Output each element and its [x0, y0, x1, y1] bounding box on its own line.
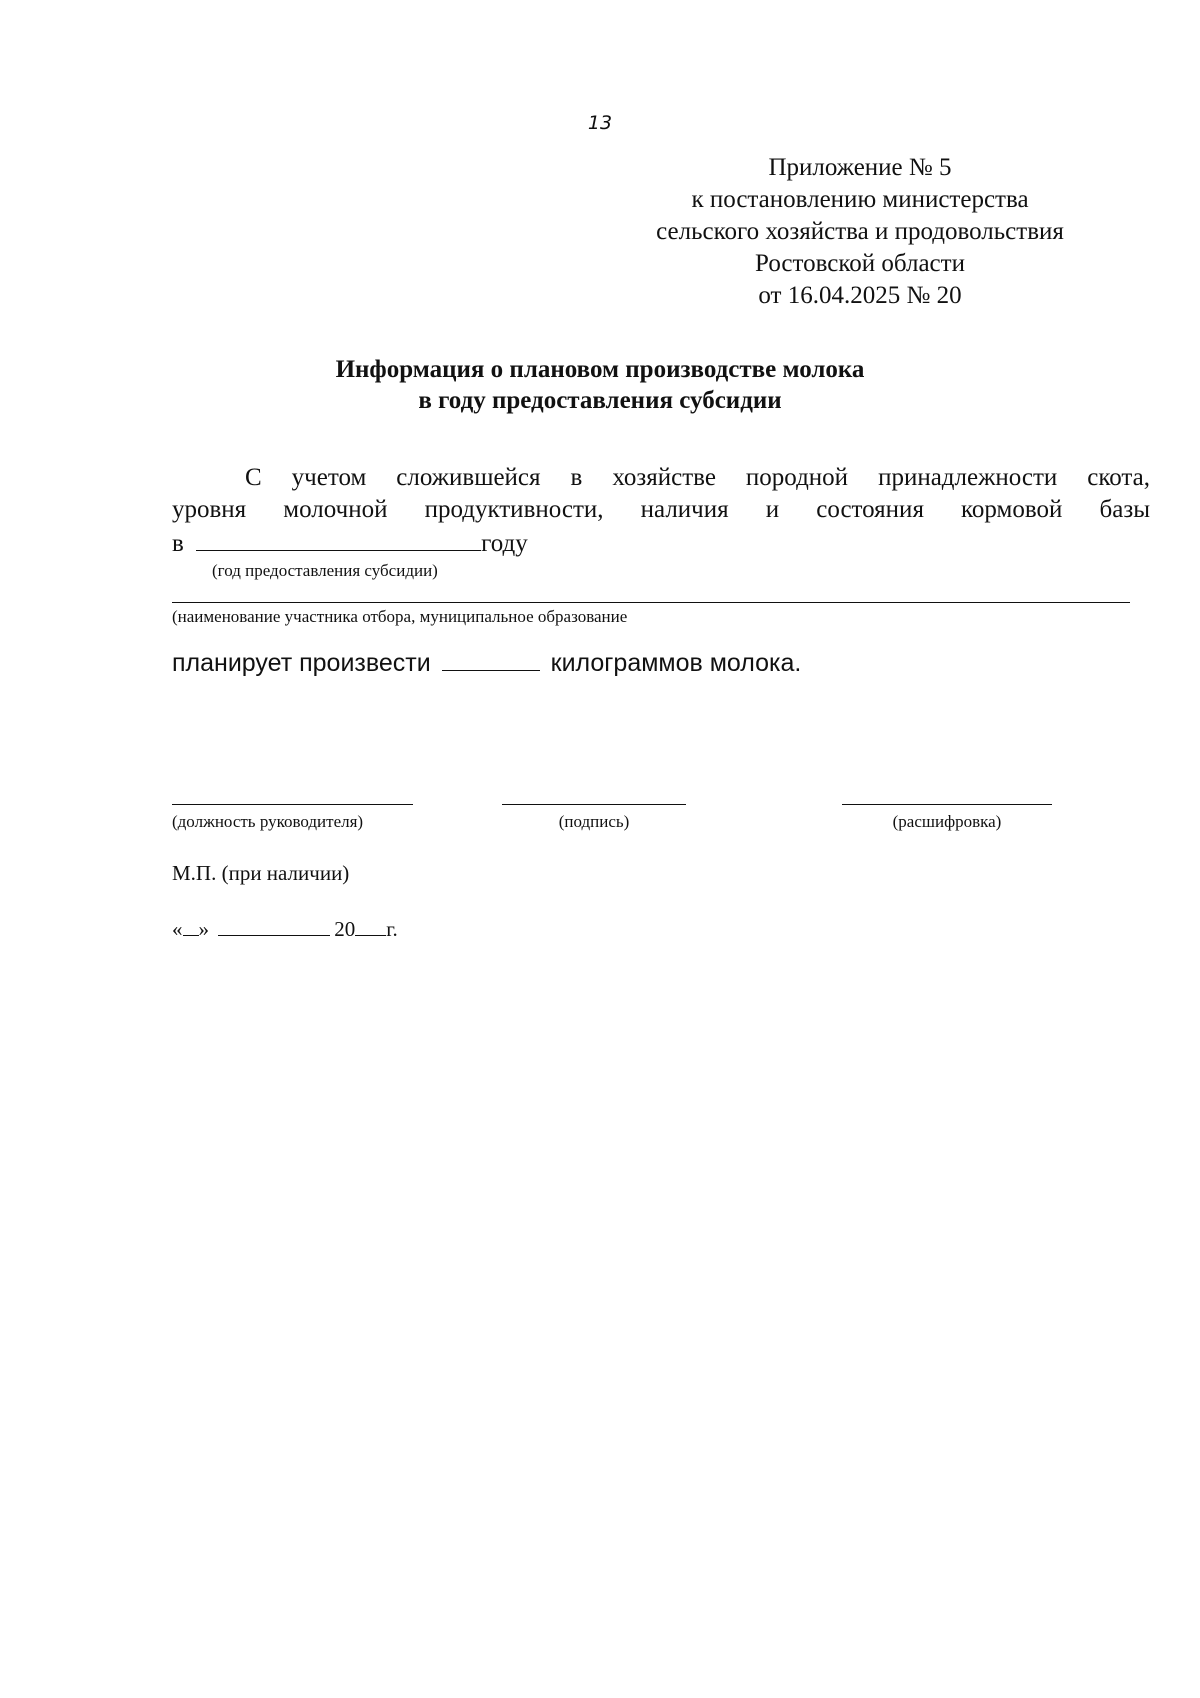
plan-suffix: килограммов молока. — [550, 649, 802, 677]
year-suffix: году — [481, 530, 528, 557]
decode-label: (расшифровка) — [892, 812, 1002, 831]
page-number: 13 — [587, 112, 613, 134]
signature-line[interactable] — [502, 804, 686, 805]
date-century: 20 — [334, 917, 356, 941]
date-open-quote: « — [172, 917, 183, 941]
date-line — [172, 916, 398, 942]
decode-signature-line[interactable] — [842, 804, 1052, 805]
signature-label: (подпись) — [558, 812, 630, 831]
annex-date-line: от 16.04.2025 № 20 — [758, 282, 962, 309]
annex-title: Приложение № 5 — [768, 154, 952, 181]
year-blank-field[interactable] — [196, 526, 481, 551]
year-caption: (год предоставления субсидии) — [212, 561, 438, 580]
kilograms-blank-field[interactable] — [442, 646, 540, 671]
year-prefix: в — [172, 530, 184, 557]
document-title-line-2: в году предоставления субсидии — [418, 387, 782, 414]
annex-ministry-line: сельского хозяйства и продовольствия — [656, 218, 1064, 245]
plan-prefix: планирует произвести — [172, 649, 431, 677]
annex-resolution-line: к постановлению министерства — [691, 186, 1029, 213]
month-blank-field[interactable] — [218, 917, 330, 936]
position-label: (должность руководителя) — [172, 812, 364, 831]
date-close-quote: » — [198, 917, 209, 941]
day-blank-field[interactable] — [183, 917, 199, 936]
annex-region-line: Ростовской области — [755, 250, 965, 277]
body-line-1: С учетом сложившейся в хозяйстве породной принадлежности скота, — [245, 464, 1150, 491]
participant-name-field[interactable] — [172, 602, 1130, 603]
date-suffix: г. — [386, 917, 398, 941]
participant-caption: (наименование участника отбора, муниципальное образование — [172, 607, 628, 626]
stamp-note: М.П. (при наличии) — [172, 861, 350, 885]
year-suffix-blank-field[interactable] — [355, 917, 386, 936]
document-title-line-1: Информация о плановом производстве молока — [335, 356, 865, 383]
body-line-3 — [172, 526, 1150, 560]
body-line-2: уровня молочной продуктивности, наличия и состояния кормовой базы — [172, 496, 1150, 523]
planned-production-line — [172, 646, 801, 679]
position-signature-line[interactable] — [172, 804, 413, 805]
